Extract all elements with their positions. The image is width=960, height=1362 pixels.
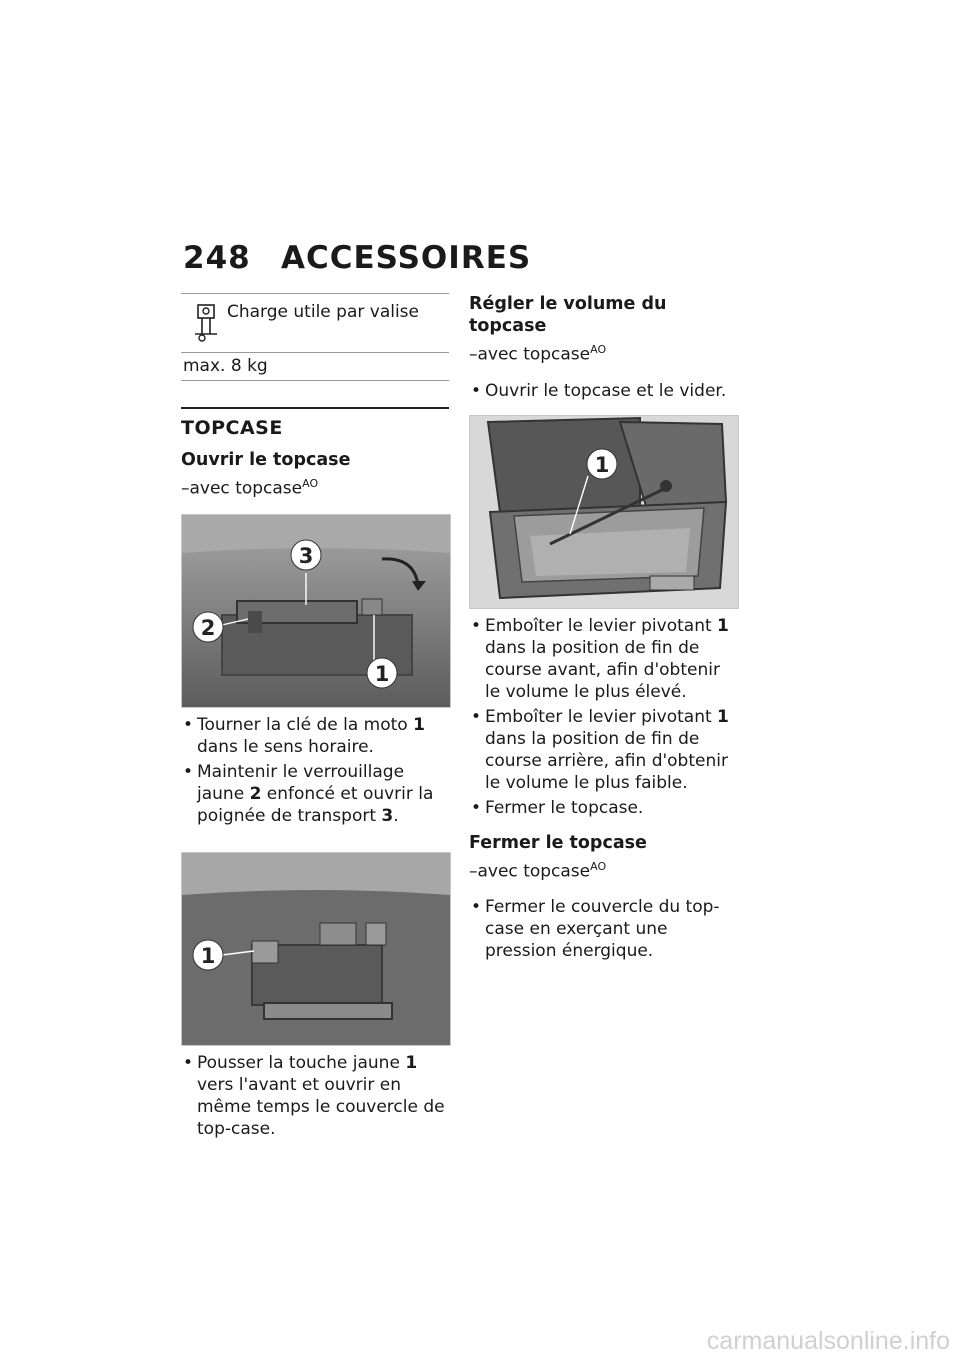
list-item: • Fermer le couvercle du top-case en exerçant une pression énergique. [469,896,739,962]
watermark: carmanualsonline.info [706,1327,950,1355]
chapter-title: ACCESSOIRES [281,240,532,276]
page-title [183,240,531,276]
list-item: • Maintenir le verrouillage jaune 2 enfoncé et ouvrir la poignée de transport 3. [181,761,449,827]
section-divider [181,407,449,409]
page-number: 248 [183,240,251,276]
option-line: –avec topcase$^{AO}$ [469,859,607,882]
option-superscript: AO [590,343,607,356]
option-superscript: AO [590,859,607,873]
left-column [181,293,449,1143]
weight-load-icon [181,300,227,344]
figure1-callout-3: 3 [298,543,314,568]
open-topcase-heading: Ouvrir le topcase [181,450,351,470]
figure2-callout-1: 1 [200,943,216,968]
list-item: • Emboîter le levier pivotant 1 dans la position de fin de course arrière, afin d'obtenir le volume le plus faible. [469,706,739,794]
open-steps-list-2 [181,1052,449,1140]
close-steps-list [469,896,739,962]
right-column [469,293,739,965]
section-title: TOPCASE [181,417,283,439]
adjust-steps-list [469,615,739,819]
figure1-callout-1: 1 [374,661,390,686]
option-superscript: AO [302,477,319,490]
spec-table [181,293,449,381]
spec-table-value: max. 8 kg [183,356,268,376]
spec-table-header [181,294,449,353]
figure3-callout-1: 1 [594,452,610,477]
list-item: • Tourner la clé de la moto 1 dans le sens horaire. [181,714,449,758]
close-topcase-heading: Fermer le topcase [469,832,647,853]
open-steps-list [181,714,449,827]
option-line: –avec topcase$^{AO}$ [469,343,607,365]
figure-topcase-interior [469,415,739,609]
adjust-volume-heading: Régler le volume du topcase [469,294,667,336]
list-item: • Fermer le topcase. [469,797,739,819]
list-item: • Ouvrir le topcase et le vider. [469,380,739,402]
list-item: • Pousser la touche jaune 1 vers l'avant et ouvrir en même temps le couvercle de top-case. [181,1052,449,1140]
figure1-callout-2: 2 [200,615,216,640]
figure-open-topcase-button [181,852,451,1046]
option-line: –avec topcase$^{AO}$ [181,477,319,499]
list-item: • Emboîter le levier pivotant 1 dans la position de fin de course avant, afin d'obtenir le volume le plus élevé. [469,615,739,703]
adjust-intro-list [469,380,739,402]
figure-open-topcase-key [181,514,451,708]
spec-table-title: Charge utile par valise [227,302,419,322]
